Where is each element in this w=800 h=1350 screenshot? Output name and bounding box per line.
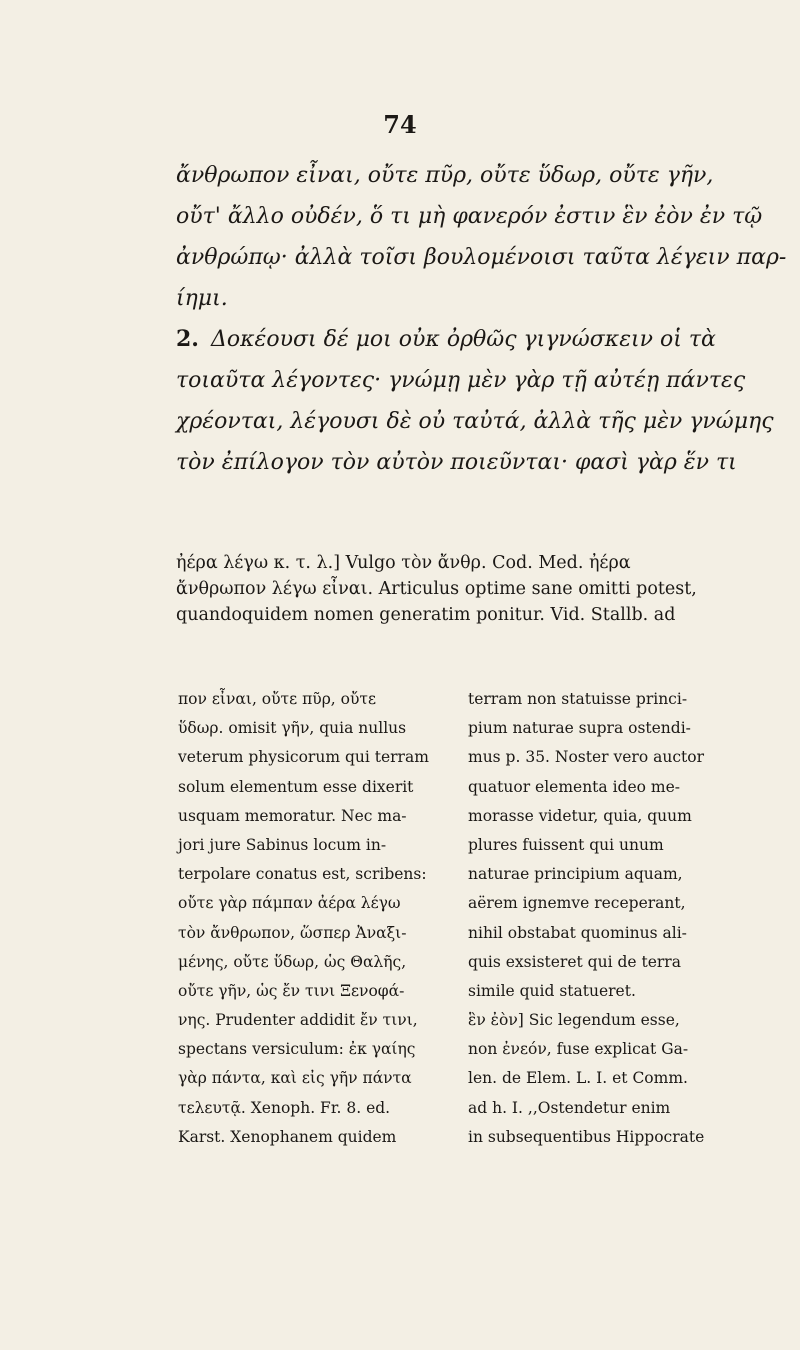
note-line: νης. Prudenter addidit ἔν τινι, bbox=[178, 1011, 418, 1030]
text-line bbox=[176, 319, 736, 360]
note-line: veterum physicorum qui terram bbox=[178, 748, 429, 767]
footnote-left-column bbox=[178, 685, 456, 1152]
greek-main-text bbox=[176, 155, 787, 483]
note-line: mus p. 35. Noster vero auctor bbox=[468, 748, 704, 767]
note-line: τὸν ἄνθρωπον, ὥσπερ Ἀναξι- bbox=[178, 923, 407, 942]
page-number: 74 bbox=[383, 110, 417, 139]
note-line: solum elementum esse dixerit bbox=[178, 777, 414, 796]
text-line: χρέονται, λέγουσι δὲ οὐ ταὐτά, ἀλλὰ τῆς μὲν γνώμης bbox=[176, 409, 774, 434]
note-line: jori jure Sabinus locum in- bbox=[178, 835, 387, 854]
note-line: ἓν ἐὸν] Sic legendum esse, bbox=[468, 1011, 680, 1030]
note-line: ὕδωρ. omisit γῆν, quia nullus bbox=[178, 719, 407, 738]
text-line: ἄνθρωπον εἶναι, οὔτε πῦρ, οὔτε ὕδωρ, οὔτε γῆν, bbox=[176, 163, 714, 188]
text-line: τὸν ἐπίλογον τὸν αὐτὸν ποιεῦνται· φασὶ γὰρ ἕν τι bbox=[176, 450, 737, 475]
note-line: ad h. I. ,,Ostendetur enim bbox=[468, 1098, 671, 1117]
note-line: simile quid statueret. bbox=[468, 981, 636, 1000]
note-line: ἠέρα λέγω κ. τ. λ.] Vulgo τὸν ἄνθρ. Cod. Med. ἠέρα bbox=[176, 553, 631, 573]
text-line: οὔτ' ἄλλο οὐδέν, ὅ τι μὴ φανερόν ἐστιν ἓν ἐὸν ἐν τῷ bbox=[176, 204, 763, 229]
note-line: τελευτᾷ. Xenoph. Fr. 8. ed. bbox=[178, 1098, 391, 1117]
note-line: non ἐνεόν, fuse explicat Ga- bbox=[468, 1040, 689, 1059]
text-line: ἀνθρώπῳ· ἀλλὰ τοῖσι βουλομένοισι ταῦτα λέγειν παρ- bbox=[176, 245, 787, 270]
note-line: terram non statuisse princi- bbox=[468, 690, 688, 708]
note-line: οὔτε γὰρ πάμπαν ἀέρα λέγω bbox=[178, 894, 401, 913]
note-line: naturae principium aquam, bbox=[468, 865, 683, 884]
text-line-content: Δοκέουσι δέ μοι οὐκ ὀρθῶς γιγνώσκειν οἱ τὰ bbox=[210, 327, 716, 352]
note-line: terpolare conatus est, scribens: bbox=[178, 865, 427, 884]
note-line: οὔτε γῆν, ὡς ἔν τινι Ξενοφά- bbox=[178, 981, 405, 1000]
note-line: ἄνθρωπον λέγω εἶναι. Articulus optime sane omitti potest, bbox=[176, 579, 697, 599]
paragraph-number: 2. bbox=[176, 326, 199, 352]
note-line: in subsequentibus Hippocrate bbox=[468, 1127, 705, 1146]
note-line: morasse videtur, quia, quum bbox=[468, 806, 692, 825]
note-line: quatuor elementa ideo me- bbox=[468, 777, 680, 796]
note-line: Karst. Xenophanem quidem bbox=[178, 1127, 397, 1146]
note-line: nihil obstabat quominus ali- bbox=[468, 923, 687, 942]
note-line: len. de Elem. L. I. et Comm. bbox=[468, 1069, 688, 1088]
text-line: ίημι. bbox=[176, 286, 228, 311]
note-line: πον εἶναι, οὔτε πῦρ, οὔτε bbox=[178, 690, 377, 708]
note-line: quandoquidem nomen generatim ponitur. Vid. Stallb. ad bbox=[176, 605, 676, 625]
note-line: γὰρ πάντα, καὶ εἰς γῆν πάντα bbox=[178, 1069, 412, 1088]
note-line: usquam memoratur. Nec ma- bbox=[178, 806, 407, 825]
text-line: τοιαῦτα λέγοντες· γνώμῃ μὲν γὰρ τῇ αὐτέῃ πάντες bbox=[176, 368, 746, 393]
note-line: pium naturae supra ostendi- bbox=[468, 719, 691, 738]
note-line: plures fuissent qui unum bbox=[468, 835, 664, 854]
footnote-full-width bbox=[176, 550, 738, 628]
note-line: spectans versiculum: ἐκ γαίης bbox=[178, 1040, 416, 1059]
footnote-right-column bbox=[468, 685, 748, 1152]
note-line: quis exsisteret qui de terra bbox=[468, 952, 681, 971]
note-line: aërem ignemve receperant, bbox=[468, 894, 686, 913]
note-line: μένης, οὔτε ὕδωρ, ὡς Θαλῆς, bbox=[178, 952, 407, 971]
